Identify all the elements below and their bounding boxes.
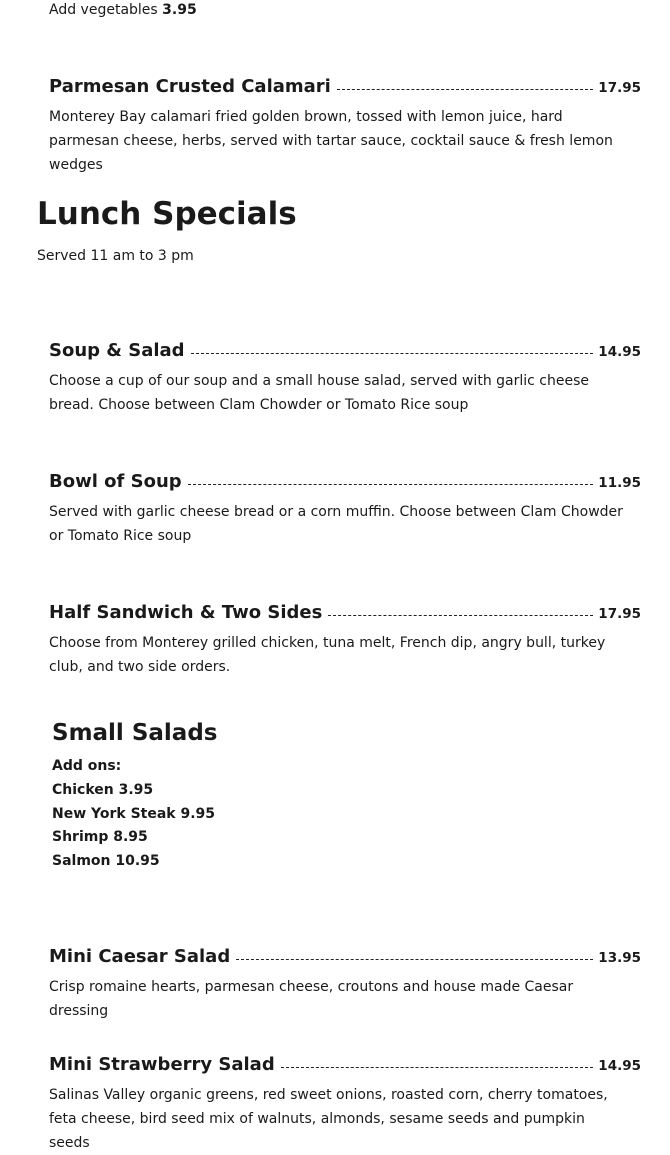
- menu-item-name: Bowl of Soup: [49, 471, 182, 492]
- section-title-small-salads: Small Salads: [52, 720, 218, 746]
- menu-item-price: 14.95: [598, 1058, 641, 1074]
- menu-item-mini-strawberry: [49, 1053, 641, 1155]
- menu-item-price: 11.95: [598, 475, 641, 491]
- addon-item: Chicken 3.95: [52, 781, 154, 798]
- menu-item-description: Salinas Valley organic greens, red sweet onions, roasted corn, cherry tomatoes, feta cheese, bird seed mix of walnuts, almonds, sesame seeds and pumpkin seeds: [49, 1087, 608, 1151]
- add-vegetables-line: [49, 0, 197, 20]
- menu-item-name: Half Sandwich & Two Sides: [49, 602, 323, 623]
- addon-item: Shrimp 8.95: [52, 829, 148, 846]
- menu-item-name: Mini Strawberry Salad: [49, 1054, 275, 1075]
- dotted-leader: [191, 353, 594, 354]
- menu-item-price: 17.95: [598, 606, 641, 622]
- menu-item-name: Parmesan Crusted Calamari: [49, 76, 331, 97]
- addon-item: Salmon 10.95: [52, 853, 160, 870]
- menu-item-calamari: [49, 75, 641, 177]
- add-vegetables-label: Add vegetables: [49, 2, 158, 18]
- menu-item-half-sandwich: [49, 601, 641, 679]
- section-subtitle-lunch-hours: Served 11 am to 3 pm: [37, 248, 194, 264]
- menu-item-description: Crisp romaine hearts, parmesan cheese, croutons and house made Caesar dressing: [49, 979, 574, 1019]
- dotted-leader: [188, 484, 594, 485]
- menu-item-description: Served with garlic cheese bread or a corn muffin. Choose between Clam Chowder or Tomato Rice soup: [49, 504, 623, 544]
- menu-item-description: Choose a cup of our soup and a small house salad, served with garlic cheese bread. Choose between Clam Chowder or Tomato Rice soup: [49, 373, 589, 413]
- addons-list: [52, 755, 215, 874]
- dotted-leader: [337, 89, 593, 90]
- menu-item-description: Monterey Bay calamari fried golden brown, tossed with lemon juice, hard parmesan cheese, herbs, served with tartar sauce, cocktail sauce & fresh lemon wedges: [49, 109, 613, 173]
- addons-label: Add ons:: [52, 758, 122, 774]
- addon-item: New York Steak 9.95: [52, 805, 216, 822]
- menu-item-name: Mini Caesar Salad: [49, 946, 231, 967]
- dotted-leader: [281, 1067, 594, 1068]
- dotted-leader: [328, 615, 593, 616]
- add-vegetables-price: 3.95: [162, 2, 197, 18]
- menu-item-price: 17.95: [598, 80, 641, 96]
- menu-item-bowl-of-soup: [49, 470, 641, 548]
- menu-item-price: 14.95: [598, 344, 641, 360]
- menu-item-price: 13.95: [598, 950, 641, 966]
- dotted-leader: [236, 959, 593, 960]
- menu-item-soup-salad: [49, 339, 641, 417]
- menu-item-name: Soup & Salad: [49, 340, 185, 361]
- menu-item-description: Choose from Monterey grilled chicken, tuna melt, French dip, angry bull, turkey club, and two side orders.: [49, 635, 606, 675]
- menu-item-mini-caesar: [49, 945, 641, 1023]
- section-title-lunch-specials: Lunch Specials: [37, 196, 297, 232]
